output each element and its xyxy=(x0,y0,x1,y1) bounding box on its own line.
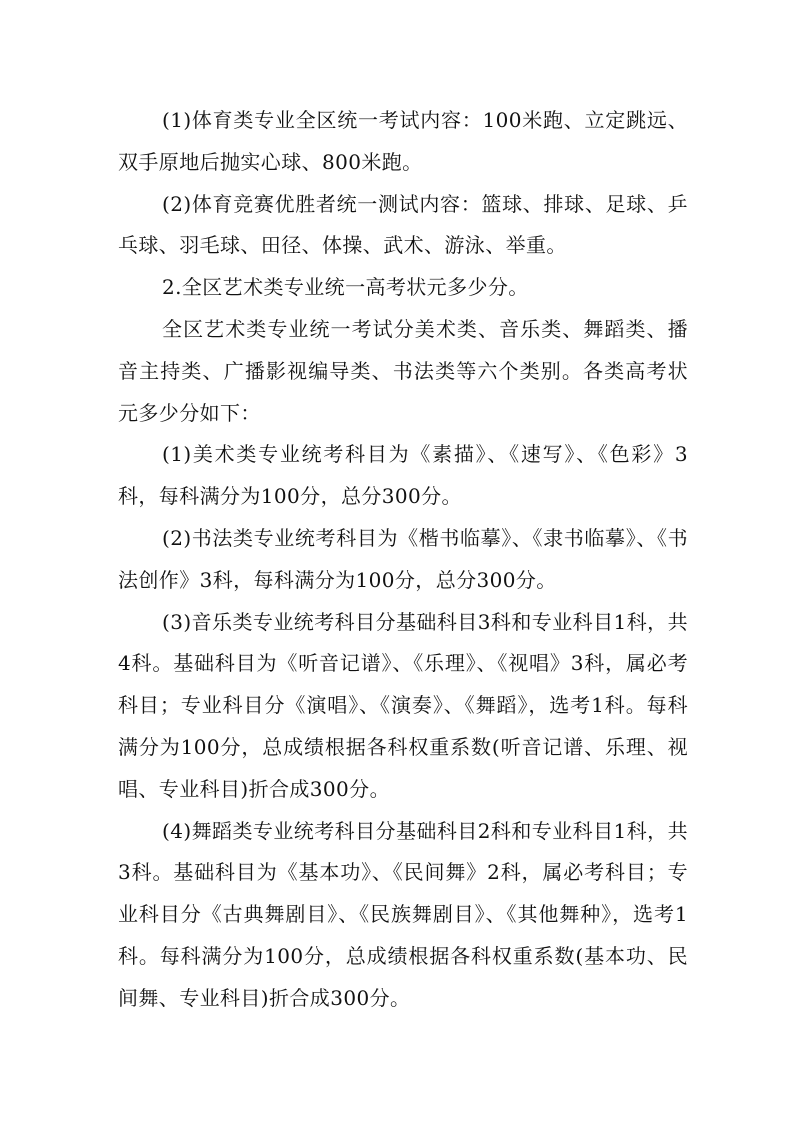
paragraph-sports-competition-test: (2)体育竞赛优胜者统一测试内容：篮球、排球、足球、乒乓球、羽毛球、田径、体操、武术、游泳、举重。 xyxy=(118,191,688,258)
section-heading-art-scores: 2.全区艺术类专业统一高考状元多少分。 xyxy=(162,275,529,300)
paragraph-fine-arts: (1)美术类专业统考科目为《素描》、《速写》、《色彩》3科，每科满分为100分，总分300分。 xyxy=(118,442,688,509)
paragraph-dance: (4)舞蹈类专业统考科目分基础科目2科和专业科目1科，共3科。基础科目为《基本功》、《民间舞》2科，属必考科目；专业科目分《古典舞剧目》、《民族舞剧目》、《其他舞种》，选考1科。每科满分为100分，总成绩根据各科权重系数(基本功、民间舞、专业科目)折合成300分。 xyxy=(118,818,688,1010)
paragraph-music: (3)音乐类专业统考科目分基础科目3科和专业科目1科，共4科。基础科目为《听音记谱》、《乐理》、《视唱》3科，属必考科目；专业科目分《演唱》、《演奏》、《舞蹈》，选考1科。每科满分为100分，总成绩根据各科权重系数(听音记谱、乐理、视唱、专业科目)折合成300分。 xyxy=(118,609,688,801)
paragraph-art-categories: 全区艺术类专业统一考试分美术类、音乐类、舞蹈类、播音主持类、广播影视编导类、书法类等六个类别。各类高考状元多少分如下： xyxy=(118,316,688,425)
paragraph-calligraphy: (2)书法类专业统考科目为《楷书临摹》、《隶书临摹》、《书法创作》3科，每科满分为100分，总分300分。 xyxy=(118,525,688,592)
paragraph-sports-exam-content: (1)体育类专业全区统一考试内容：100米跑、立定跳远、双手原地后抛实心球、800米跑。 xyxy=(118,108,688,174)
